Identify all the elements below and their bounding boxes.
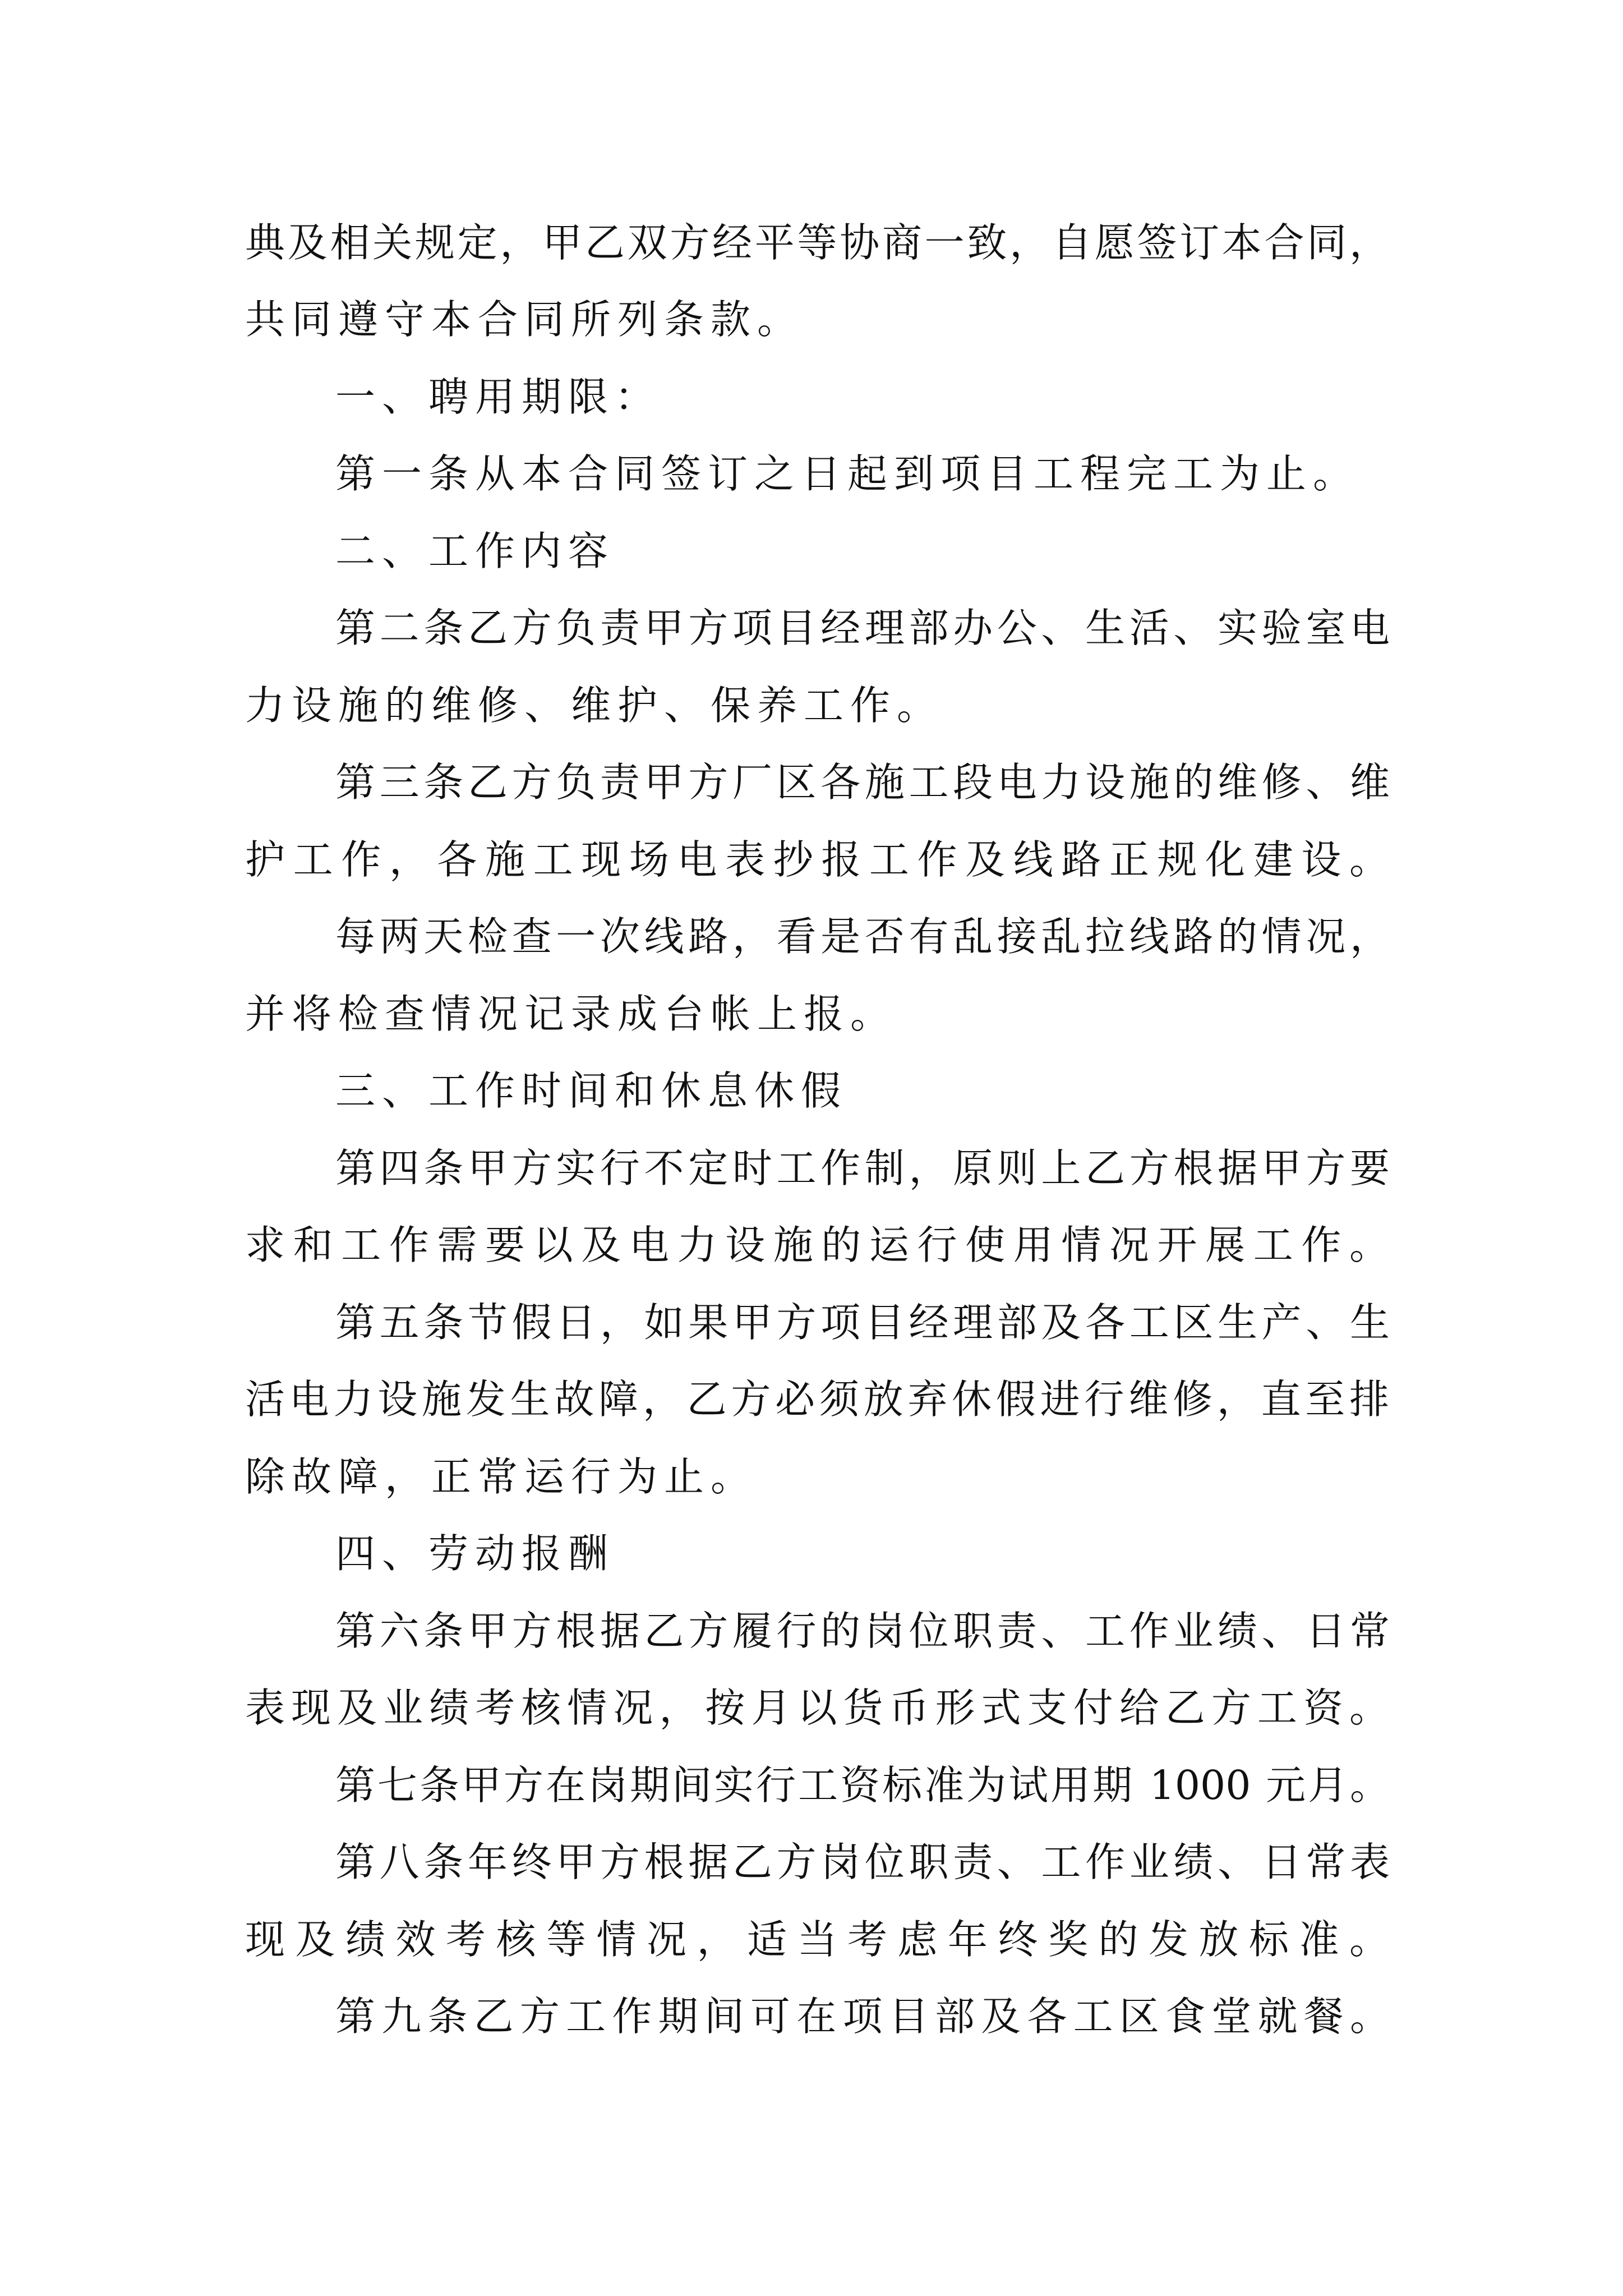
text-line: 第三条乙方负责甲方厂区各施工段电力设施的维修、维	[335, 759, 1390, 806]
text-line: 每两天检查一次线路，看是否有乱接乱拉线路的情况，	[335, 913, 1390, 960]
text-line: 表现及业绩考核情况，按月以货币形式支付给乙方工资。	[245, 1685, 1389, 1731]
text-line: 第六条甲方根据乙方履行的岗位职责、工作业绩、日常	[335, 1608, 1390, 1654]
section-heading: 二、工作内容	[335, 528, 615, 574]
text-line: 第二条乙方负责甲方项目经理部办公、生活、实验室电	[335, 605, 1390, 651]
text-line: 并将检查情况记录成台帐上报。	[245, 991, 897, 1037]
section-heading: 一、聘用期限：	[335, 374, 662, 420]
text-line: 现及绩效考核等情况，适当考虑年终奖的发放标准。	[245, 1916, 1389, 1963]
text-line: 第九条乙方工作期间可在项目部及各工区食堂就餐。	[335, 1993, 1390, 2040]
section-heading: 四、劳动报酬	[335, 1530, 615, 1577]
text-line: 活电力设施发生故障，乙方必须放弃休假进行维修，直至排	[245, 1376, 1389, 1423]
text-line: 共同遵守本合同所列条款。	[245, 296, 804, 343]
text-line: 第一条从本合同签订之日起到项目工程完工为止。	[335, 450, 1360, 497]
text-line: 第五条节假日，如果甲方项目经理部及各工区生产、生	[335, 1299, 1390, 1346]
text-line: 力设施的维修、维护、保养工作。	[245, 682, 944, 729]
section-heading: 三、工作时间和休息休假	[335, 1068, 848, 1114]
text-line: 求和工作需要以及电力设施的运行使用情况开展工作。	[245, 1222, 1389, 1268]
text-line: 第八条年终甲方根据乙方岗位职责、工作业绩、日常表	[335, 1839, 1390, 1885]
text-line: 除故障，正常运行为止。	[245, 1453, 758, 1500]
text-line: 第七条甲方在岗期间实行工资标准为试用期 1000 元月。	[335, 1762, 1390, 1809]
text-line: 典及相关规定，甲乙双方经平等协商一致，自愿签订本合同，	[245, 219, 1389, 266]
text-line: 护工作，各施工现场电表抄报工作及线路正规化建设。	[245, 836, 1389, 883]
text-line: 第四条甲方实行不定时工作制，原则上乙方根据甲方要	[335, 1145, 1390, 1191]
